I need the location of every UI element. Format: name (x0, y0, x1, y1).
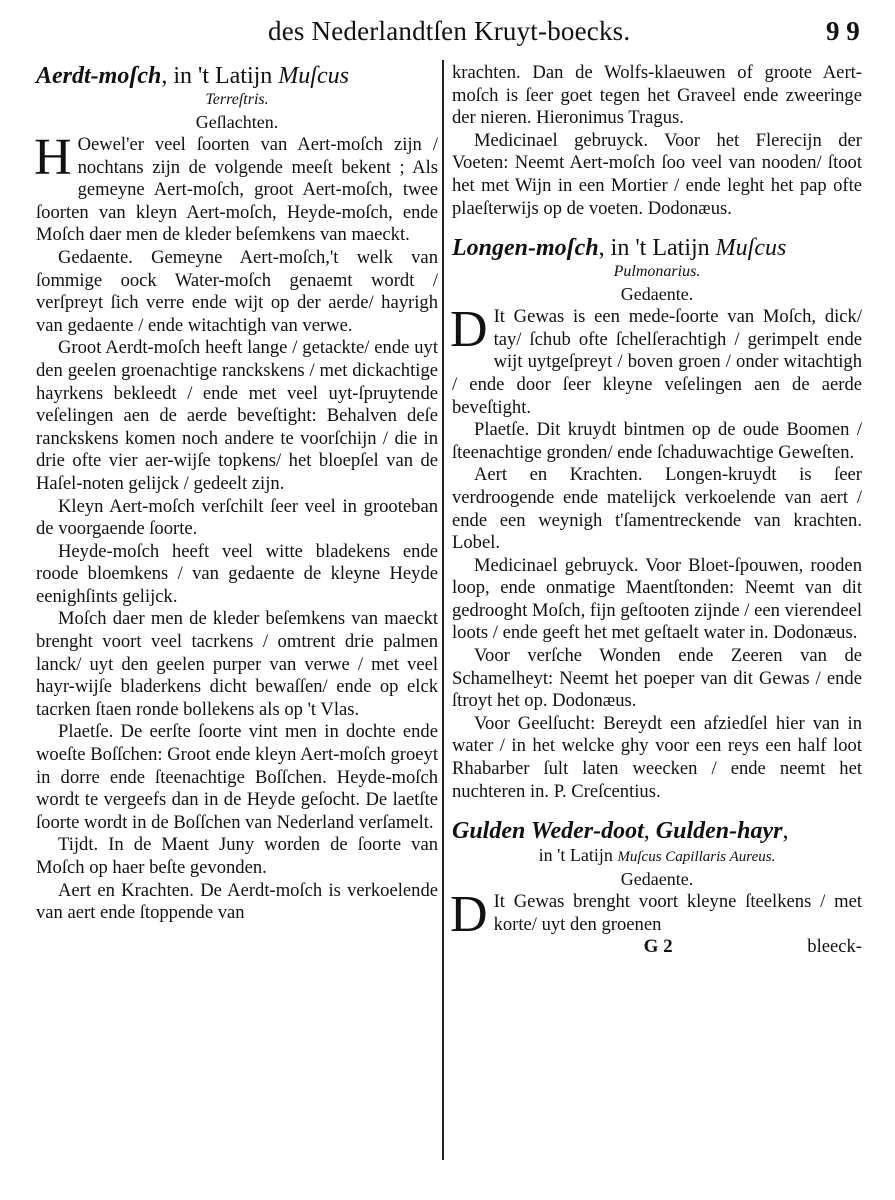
paragraph-text: It Gewas brenght voort kleyne ſteelkens / met korte/ uyt den groenen (493, 891, 862, 935)
catchword: bleeck- (807, 936, 862, 958)
paragraph: Kleyn Aert-moſch verſchilt ſeer veel in grooteban de voorgaende ſoorte. (36, 495, 438, 540)
entry-heading-longen-mosch (452, 234, 862, 262)
section-title: Gedaente. (620, 869, 694, 890)
heading-subtitle (452, 845, 862, 867)
drop-cap: D (450, 886, 488, 944)
left-column (36, 62, 438, 925)
section-title: Gedaente. (620, 284, 694, 305)
paragraph: Medicinael gebruyck. Voor het Flerecijn der Voeten: Neemt Aert-moſch ſoo veel van nooden/ ſtoot het met Wijn in een Mortier / ende leght het pap ofte plaeſterwijs op de voeten. Dodonæus. (452, 129, 862, 219)
paragraph: Moſch daer men de kleder beſemkens van maeckt brenght voort veel tacrkens / omtrent drie palmen lanck/ uyt den geelen purper van verwe / met veel hayr-wijſe bladerkens dicht bewaſſen/ ende op elck tacrken ſtaen ronde bollekens als op 't Vlas. (36, 608, 438, 720)
heading-subtitle: Terreſtris. (205, 91, 269, 108)
running-head (0, 16, 895, 56)
paragraph (450, 886, 862, 944)
paragraph: Voor Geelſucht: Bereydt een afziedſel hier van in water / in het welcke ghy voor een reys een half loot Rhabarber ſult laten weecken / ende neemt het nuchteren in. P. Creſcentius. (452, 712, 862, 802)
paragraph (34, 129, 438, 247)
paragraph: krachten. Dan de Wolfs-klaeuwen of groote Aert-moſch is ſeer goet tegen het Graveel ende zweeringe der nieren. Hieronimus Tragus. (452, 62, 862, 129)
paragraph: Tijdt. In de Maent Juny worden de ſoorte van Moſch op haer beſte gevonden. (36, 834, 438, 878)
heading-alt-name: Gulden-hayr (655, 818, 783, 845)
page-number: 9 9 (826, 16, 860, 46)
paragraph: Aert en Krachten. Longen-kruydt is ſeer verdroogende ende matelijck verkoelende van aert / ende een weynigh t'ſamentreckende van krachten. Lobel. (452, 464, 862, 554)
drop-cap: D (450, 301, 488, 359)
heading-latin-prefix: in 't Latijn (538, 845, 618, 866)
heading-comma: , (782, 818, 789, 845)
paragraph-text: Oewel'er veel ſoorten van Aert-moſch zijn / nochtans zijn de volgende meeſt bekent ; Als gemeyne Aert-moſch, groot Aert-moſch, twee ſoorten van kleyn Aert-moſch, Heyde-moſch, ende Moſch daer men de kleder beſemkens van maeckt. (36, 134, 438, 246)
heading-separator: , (643, 818, 656, 845)
heading-subtitle: Pulmonarius. (613, 263, 701, 281)
right-column (452, 62, 862, 959)
drop-cap: H (34, 129, 72, 186)
heading-latin: Muſcus (715, 235, 787, 262)
paragraph: Medicinael gebruyck. Voor Bloet-ſpouwen, rooden loop, ende onmatige Maentſtonden: Neemt van dit gedrooght Moſch, fijn geſtooten zijnde / een vierendeel loots / ende geeft het met geſtaelt water in. Dodonæus. (452, 554, 862, 644)
paragraph (450, 301, 862, 419)
spacer (452, 803, 862, 817)
heading-name: Aerdt-moſch (36, 63, 162, 89)
paragraph: Plaetſe. Dit kruydt bintmen op de oude Boomen / ſteenachtige gronden/ ende ſchaduwachtige Geweſten. (452, 419, 862, 463)
paragraph: Groot Aerdt-moſch heeft lange / getackte/ ende uyt den geelen groenachtige ranckskens / met dickachtige hayrkens bekleedt / ende met veel uyt-ſpruytende veſelingen aen de aerde beveſtight: Behalven deſe ranckskens komen noch andere te voorſchijn / die in drie ofte vier aer-wijſe topkens/ het bloepſel van de Haſel-noten gelijck / gedeelt zijn. (36, 337, 438, 494)
paragraph: Aert en Krachten. De Aerdt-moſch is verkoelende van aert ende ſtoppende van (36, 879, 438, 924)
paragraph: Heyde-moſch heeft veel witte bladekens ende roode bloemkens / van gedaente de kleyne Heyde eenighſints gelijck. (36, 540, 438, 607)
heading-latin: Muſcus (278, 63, 349, 89)
paragraph: Voor verſche Wonden ende Zeeren van de Schamelheyt: Neemt het poeper van dit Gewas / ende ſtroyt het op. Dodonæus. (452, 645, 862, 712)
paragraph-text: It Gewas is een mede-ſoorte van Moſch, dick/ tay/ ſchub ofte ſchelſerachtigh / gerimpelt ende wijt uytgeſpreyt / boven groen / onder witachtigh / ende door ſeer kleyne veſelingen aen de aerde beveſtight. (452, 306, 862, 418)
entry-heading-aerdt-mosch (36, 62, 438, 90)
section-title: Geſlachten. (195, 112, 279, 132)
heading-latin-prefix: , in 't Latijn (598, 235, 716, 262)
column-divider (442, 60, 444, 1160)
heading-latin: Muſcus Capillaris Aureus. (617, 849, 776, 866)
running-title: des Nederlandtſen Kruyt-boecks. (268, 16, 631, 46)
footer-line (452, 936, 862, 959)
paragraph: Plaetſe. De eerſte ſoorte vint men in dochte ende woeſte Boſſchen: Groot ende kleyn Aert-moſch groeyt in dorre ende ſteenachtige Boſſchen. Heyde-moſch wordt te vergeefs dan in de Heyde geſocht. De laetſte ſoorte wordt in de Boſſchen van Nederland verſamelt. (36, 721, 438, 833)
entry-heading-gulden-weder-doot (452, 817, 862, 845)
heading-name: Longen-moſch (452, 235, 599, 262)
spacer (452, 220, 862, 234)
paragraph: Gedaente. Gemeyne Aert-moſch,'t welk van ſommige oock Water-moſch genaemt wordt / verſpreyt ſich verre ende wijt op der aerde/ hayrigh van gedaente / ende witachtigh van verwe. (36, 246, 438, 336)
signature-mark: G 2 (643, 936, 673, 958)
heading-latin-prefix: , in 't Latijn (161, 63, 279, 89)
heading-name: Gulden Weder-doot (452, 818, 644, 845)
